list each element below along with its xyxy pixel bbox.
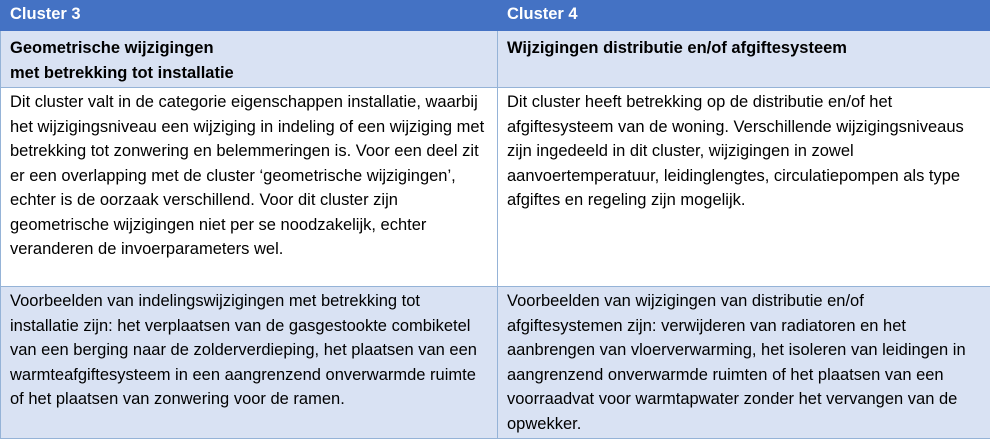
subheader-cell-cluster-4: [498, 31, 990, 88]
examples-cell-cluster-3: [1, 287, 498, 439]
examples-cluster-3-text: Voorbeelden van indelingswijzigingen met betrekking tot installatie zijn: het verplaatsen van de gasgestookte combiketel van een berging naar de zolderverdieping, het plaatsen van een warmteafgiftesysteem in een aangrenzend onverwarmde ruimte of het plaatsen van zonwering voor de ramen.: [10, 289, 489, 412]
subheader-cell-cluster-3: [1, 31, 498, 88]
subheader-cluster-4-text: Wijzigingen distributie en/of afgiftesysteem: [507, 36, 982, 61]
description-cell-cluster-3: [1, 88, 498, 287]
description-cluster-3-text: Dit cluster valt in de categorie eigenschappen installatie, waarbij het wijzigingsniveau een wijziging in indeling of een wijziging met betrekking tot zonwering en belemmeringen is. Voor een deel zit er een overlapping met de cluster ‘geometrische wijzigingen’, echter is de oorzaak verschillend. Voor dit cluster zijn geometrische wijzigingen niet per se noodzakelijk, echter veranderen de invoerparameters wel.: [10, 90, 489, 262]
subheader-cluster-3-line1: Geometrische wijzigingen: [10, 36, 489, 61]
header-cluster-3-text: Cluster 3: [10, 2, 489, 27]
header-cell-cluster-3: [1, 1, 498, 31]
table-description-row: [1, 88, 990, 287]
description-cell-cluster-4: [498, 88, 990, 287]
table-subheader-row: [1, 31, 990, 88]
header-cluster-4-text: Cluster 4: [507, 2, 982, 27]
examples-cell-cluster-4: [498, 287, 990, 439]
examples-cluster-4-text: Voorbeelden van wijzigingen van distributie en/of afgiftesystemen zijn: verwijderen van radiatoren en het aanbrengen van vloerverwarming, het isoleren van leidingen in aangrenzend onverwarmde ruimten of het plaatsen van een voorraadvat voor warmtapwater zonder het vervangen van de opwekker.: [507, 289, 982, 436]
table-examples-row: [1, 287, 990, 439]
subheader-cluster-3-line2: met betrekking tot installatie: [10, 61, 489, 86]
header-cell-cluster-4: [498, 1, 990, 31]
table-header-row: [1, 1, 990, 31]
description-cluster-4-text: Dit cluster heeft betrekking op de distributie en/of het afgiftesysteem van de woning. Verschillende wijzigingsniveaus zijn ingedeeld in dit cluster, wijzigingen in zowel aanvoertemperatuur, leidinglengtes, circulatiepompen als type afgiftes en regeling zijn mogelijk.: [507, 90, 982, 213]
